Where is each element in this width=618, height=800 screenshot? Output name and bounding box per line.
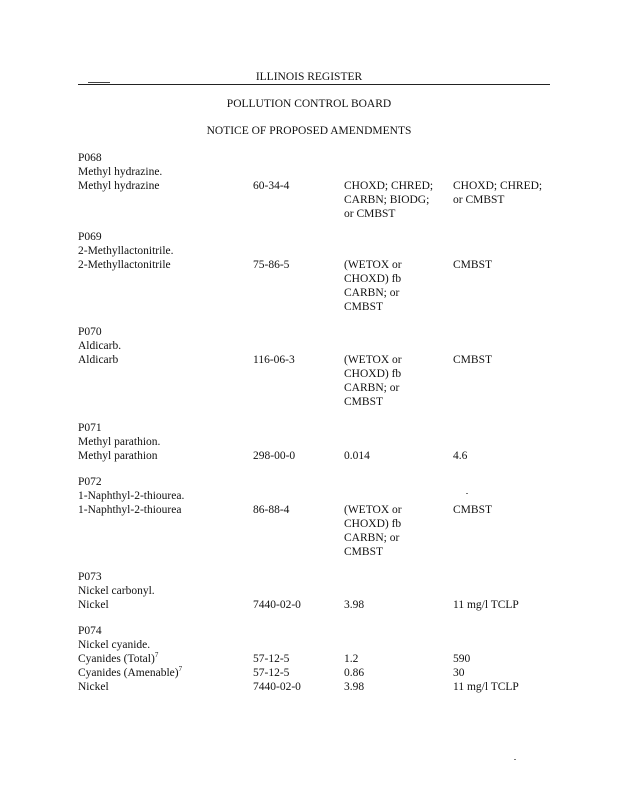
nonwastewater-line: CMBST xyxy=(453,504,492,516)
wastewater-standard xyxy=(344,353,452,409)
nonwastewater-standard xyxy=(453,503,573,517)
cas-number: 57-12-5 xyxy=(253,667,290,679)
cas-number: 116-06-3 xyxy=(253,354,295,366)
cas-number: 86-88-4 xyxy=(253,504,290,516)
waste-code: P069 xyxy=(78,231,102,243)
waste-code: P071 xyxy=(78,422,102,434)
wastewater-line: CMBST xyxy=(344,546,383,558)
wastewater-line: CARBN; BIODG; xyxy=(344,194,430,206)
waste-entry-p074 xyxy=(78,624,578,694)
waste-code: P072 xyxy=(78,476,102,488)
scan-speck xyxy=(514,759,516,760)
waste-description: Nickel carbonyl. xyxy=(78,585,155,597)
wastewater-line: 3.98 xyxy=(344,681,365,693)
constituent-row xyxy=(78,503,578,558)
wastewater-line: CHOXD) fb xyxy=(344,273,402,285)
waste-entry-p073 xyxy=(78,570,578,612)
cas-number: 60-34-4 xyxy=(253,180,290,192)
nonwastewater-standard xyxy=(453,680,573,694)
wastewater-line: CARBN; or xyxy=(344,382,400,394)
waste-description: 2-Methyllactonitrile. xyxy=(78,245,174,257)
nonwastewater-line: 11 mg/l TCLP xyxy=(453,599,519,611)
wastewater-line: CMBST xyxy=(344,301,383,313)
waste-code: P074 xyxy=(78,625,102,637)
waste-description: 1-Naphthyl-2-thiourea. xyxy=(78,490,185,502)
constituent-name: Nickel xyxy=(78,599,109,611)
constituent-row xyxy=(78,680,578,694)
nonwastewater-line: 590 xyxy=(453,653,471,665)
nonwastewater-standard xyxy=(453,598,573,612)
footnote-ref: 7 xyxy=(178,665,183,674)
waste-code: P070 xyxy=(78,326,102,338)
nonwastewater-line: or CMBST xyxy=(453,194,505,206)
wastewater-line: CHOXD; CHRED; xyxy=(344,180,434,192)
nonwastewater-standard xyxy=(453,666,573,680)
cas-number: 75-86-5 xyxy=(253,259,290,271)
board-name: POLLUTION CONTROL BOARD xyxy=(226,98,392,110)
header-rule xyxy=(78,84,550,85)
constituent-name: Methyl parathion xyxy=(78,450,158,462)
wastewater-line: 1.2 xyxy=(344,653,359,665)
wastewater-line: CARBN; or xyxy=(344,532,400,544)
constituent-row xyxy=(78,666,578,680)
wastewater-standard xyxy=(344,503,452,559)
wastewater-line: CARBN; or xyxy=(344,287,400,299)
wastewater-standard xyxy=(344,179,452,221)
wastewater-line: CHOXD) fb xyxy=(344,518,402,530)
wastewater-standard xyxy=(344,680,452,694)
wastewater-line: 0.86 xyxy=(344,667,365,679)
constituent-row xyxy=(78,449,578,463)
waste-description: Methyl parathion. xyxy=(78,436,161,448)
footnote-ref: 7 xyxy=(154,651,159,660)
constituent-name xyxy=(78,666,248,680)
wastewater-line: (WETOX or xyxy=(344,259,402,271)
waste-description: Methyl hydrazine. xyxy=(78,166,163,178)
nonwastewater-line: CMBST xyxy=(453,259,492,271)
wastewater-standard xyxy=(344,652,452,666)
nonwastewater-line: 11 mg/l TCLP xyxy=(453,681,519,693)
scan-speck xyxy=(466,493,468,494)
wastewater-line: (WETOX or xyxy=(344,504,402,516)
notice-title: NOTICE OF PROPOSED AMENDMENTS xyxy=(206,125,412,137)
constituent-name: Aldicarb xyxy=(78,354,119,366)
constituent-label: Cyanides (Total) xyxy=(78,653,155,665)
nonwastewater-line: CHOXD; CHRED; xyxy=(453,180,543,192)
waste-entry-p070 xyxy=(78,325,578,408)
wastewater-standard xyxy=(344,598,452,612)
waste-description: Nickel cyanide. xyxy=(78,639,151,651)
wastewater-line: 3.98 xyxy=(344,599,365,611)
nonwastewater-standard xyxy=(453,258,573,272)
cas-number: 57-12-5 xyxy=(253,653,290,665)
nonwastewater-line: 30 xyxy=(453,667,465,679)
nonwastewater-standard xyxy=(453,353,573,367)
wastewater-standard xyxy=(344,666,452,680)
waste-entry-p072 xyxy=(78,475,578,558)
constituent-name: 1-Naphthyl-2-thiourea xyxy=(78,504,182,516)
constituent-name: Nickel xyxy=(78,681,109,693)
waste-description: Aldicarb. xyxy=(78,340,122,352)
constituent-name: 2-Methyllactonitrile xyxy=(78,259,171,271)
wastewater-standard xyxy=(344,449,452,463)
wastewater-line: (WETOX or xyxy=(344,354,402,366)
constituent-label: Cyanides (Amenable) xyxy=(78,667,179,679)
nonwastewater-standard xyxy=(453,179,573,207)
wastewater-standard xyxy=(344,258,452,314)
wastewater-line: CMBST xyxy=(344,396,383,408)
waste-entry-p069 xyxy=(78,230,578,313)
constituent-row xyxy=(78,258,578,313)
waste-code: P068 xyxy=(78,152,102,164)
register-title: ILLINOIS REGISTER xyxy=(255,71,363,83)
wastewater-line: 0.014 xyxy=(344,450,370,462)
cas-number: 7440-02-0 xyxy=(253,681,301,693)
constituent-row xyxy=(78,179,578,220)
wastewater-line: CHOXD) fb xyxy=(344,368,402,380)
constituent-name xyxy=(78,652,248,666)
nonwastewater-standard xyxy=(453,652,573,666)
waste-entry-p068 xyxy=(78,151,578,220)
nonwastewater-standard xyxy=(453,449,573,463)
nonwastewater-line: CMBST xyxy=(453,354,492,366)
cas-number: 298-00-0 xyxy=(253,450,296,462)
constituent-row xyxy=(78,598,578,612)
waste-code: P073 xyxy=(78,571,102,583)
wastewater-line: or CMBST xyxy=(344,208,396,220)
nonwastewater-line: 4.6 xyxy=(453,450,468,462)
constituent-row xyxy=(78,652,578,666)
constituent-row xyxy=(78,353,578,408)
waste-entry-p071 xyxy=(78,421,578,463)
cas-number: 7440-02-0 xyxy=(253,599,301,611)
constituent-name: Methyl hydrazine xyxy=(78,180,160,192)
